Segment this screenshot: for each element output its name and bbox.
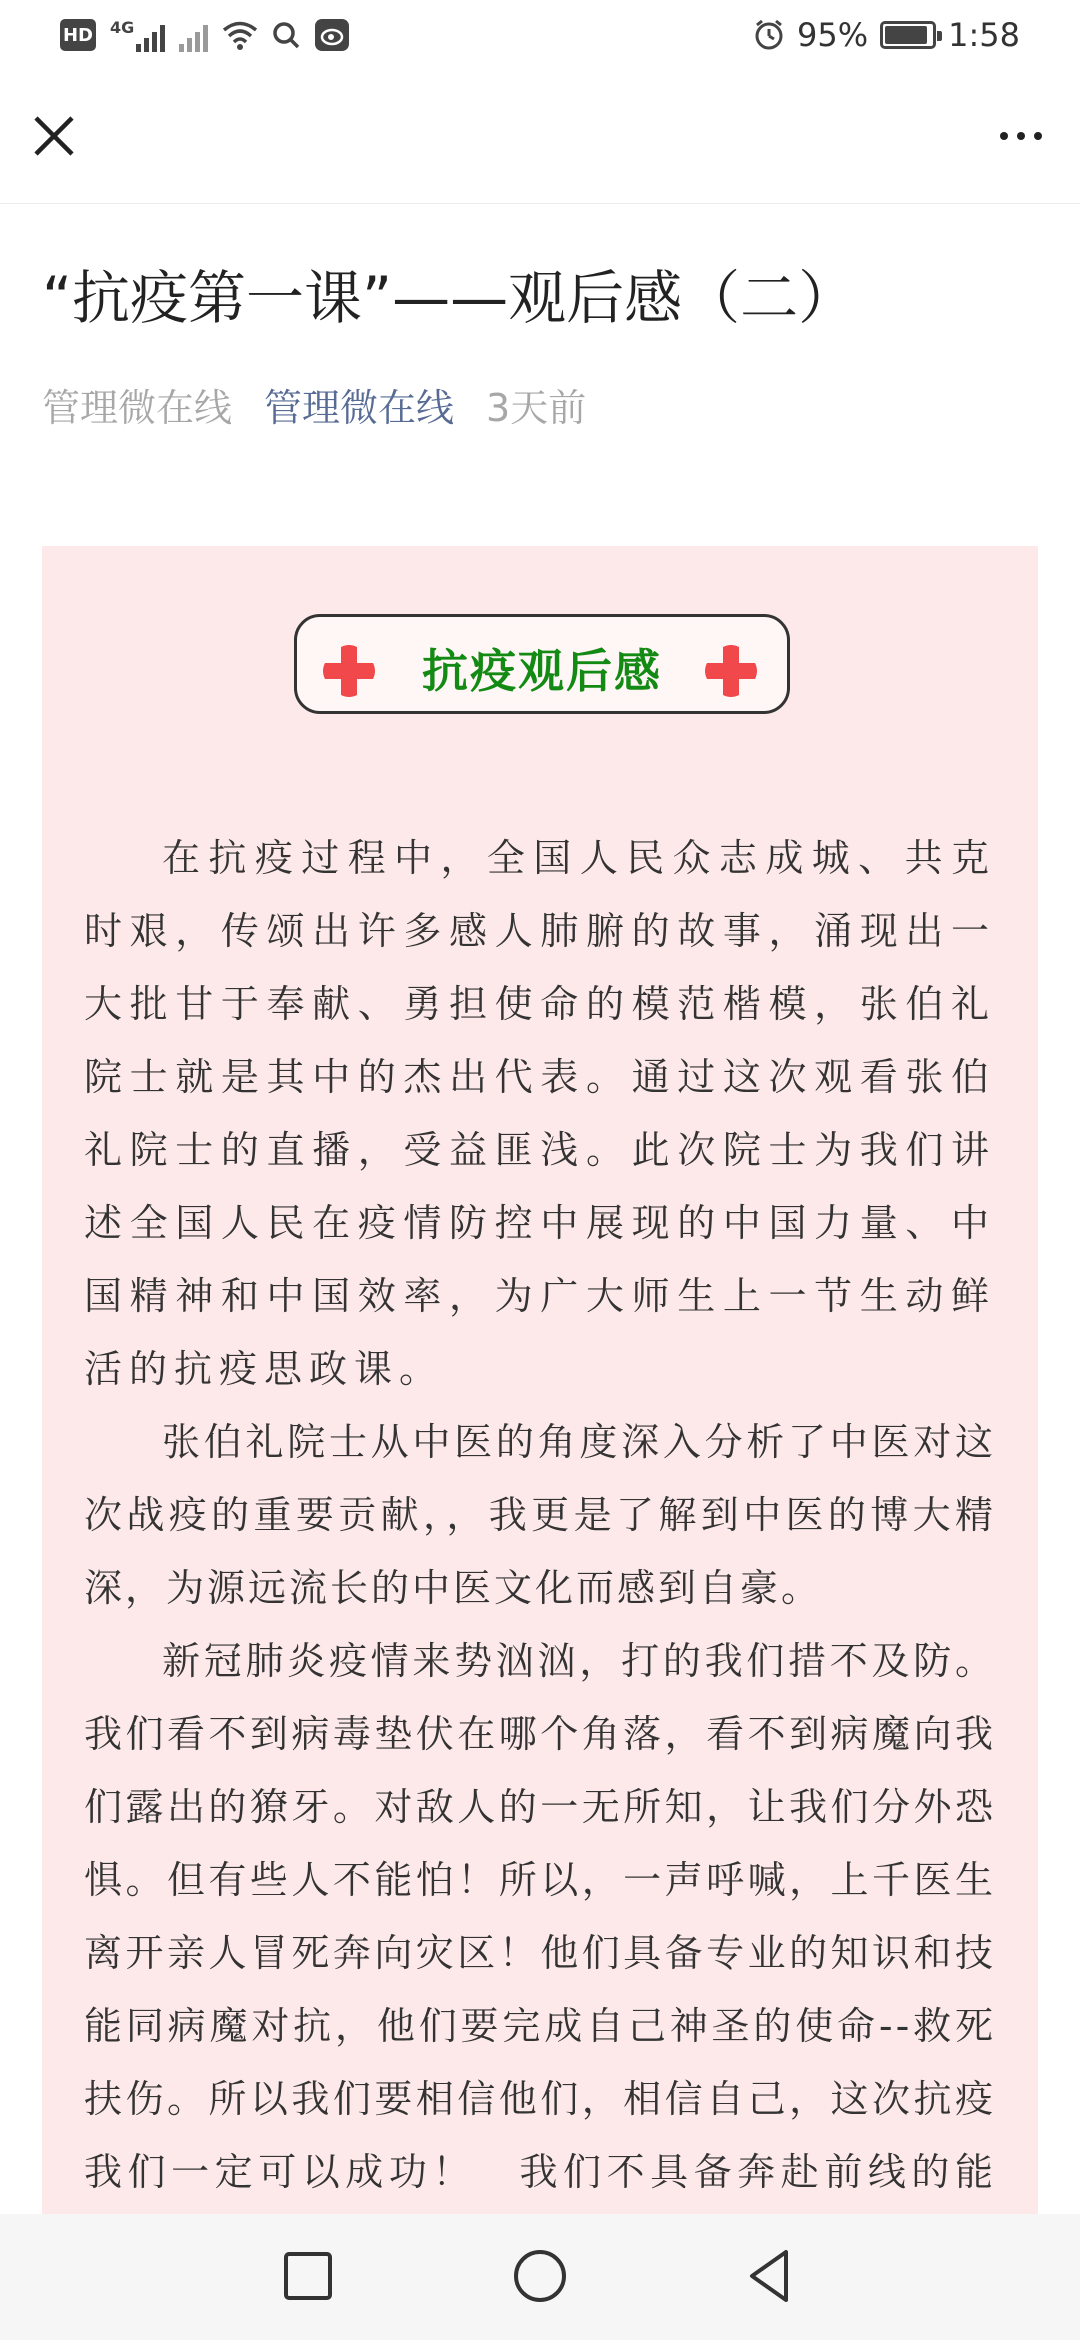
- article-title: “抗疫第一课”——观后感（二）: [42, 264, 857, 332]
- signal-2-icon: [179, 18, 208, 52]
- account-link[interactable]: 管理微在线: [264, 386, 455, 430]
- wifi-icon: [222, 20, 258, 50]
- hd-badge: HD: [60, 19, 96, 51]
- red-cross-icon: [703, 643, 759, 699]
- article-author: 管理微在线: [42, 386, 233, 430]
- recent-apps-button[interactable]: [276, 2244, 340, 2308]
- square-icon: [276, 2244, 340, 2308]
- sina-weibo-icon: [314, 18, 350, 52]
- search-icon: [272, 20, 300, 50]
- top-nav: [0, 76, 1080, 204]
- alarm-icon: [753, 19, 785, 51]
- status-left: [60, 18, 350, 52]
- article-body: [84, 822, 996, 2282]
- back-button[interactable]: [740, 2244, 804, 2308]
- battery-icon: [880, 21, 936, 49]
- close-button[interactable]: [24, 106, 84, 166]
- paragraph: 新冠肺炎疫情来势汹汹，打的我们措不及防。我们看不到病毒垫伏在哪个角落，看不到病魔向我们露出的獠牙。对敌人的一无所知，让我们分外恐惧。但有些人不能怕！所以，一声呼喊，上千医生离开亲人冒死奔向灾区！他们具备专业的知识和技能同病魔对抗，他们要完成自己神圣的使命--救死扶伤。所以我们要相信他们，相信自己，这次抗疫我们一定可以成功！ 我们不具备奔赴前线的能: [84, 1639, 996, 2194]
- status-right: [753, 16, 1020, 54]
- more-button[interactable]: [986, 106, 1056, 166]
- paragraph: 在抗疫过程中，全国人民众志成城、共克时艰，传颂出许多感人肺腑的故事，涌现出一大批甘于奉献、勇担使命的模范楷模，张伯礼院士就是其中的杰出代表。通过这次观看张伯礼院士的直播，受益匪浅。此次院士为我们讲述全国人民在疫情防控中展现的中国力量、中国精神和中国效率，为广大师生上一节生动鲜活的抗疫思政课。: [84, 836, 996, 1391]
- close-icon: [24, 106, 84, 166]
- status-bar: [0, 0, 1080, 76]
- battery-percent: 95%: [797, 16, 869, 54]
- circle-icon: [508, 2244, 572, 2308]
- network-label: 4G: [110, 18, 135, 37]
- signal-4g-icon: [110, 18, 165, 52]
- home-button[interactable]: [508, 2244, 572, 2308]
- publish-time: 3天前: [486, 386, 587, 430]
- banner-title: 抗疫观后感: [422, 644, 662, 698]
- article-content: [42, 546, 1038, 2340]
- paragraph: 张伯礼院士从中医的角度深入分析了中医对这次战疫的重要贡献，，我更是了解到中医的博大精深，为源远流长的中医文化而感到自豪。: [84, 1420, 996, 1610]
- article-meta: [42, 378, 586, 438]
- clock: 1:58: [948, 16, 1020, 54]
- system-nav-bar: [0, 2214, 1080, 2340]
- triangle-back-icon: [740, 2244, 804, 2308]
- banner-pill: [294, 614, 790, 714]
- more-icon: [1000, 132, 1008, 140]
